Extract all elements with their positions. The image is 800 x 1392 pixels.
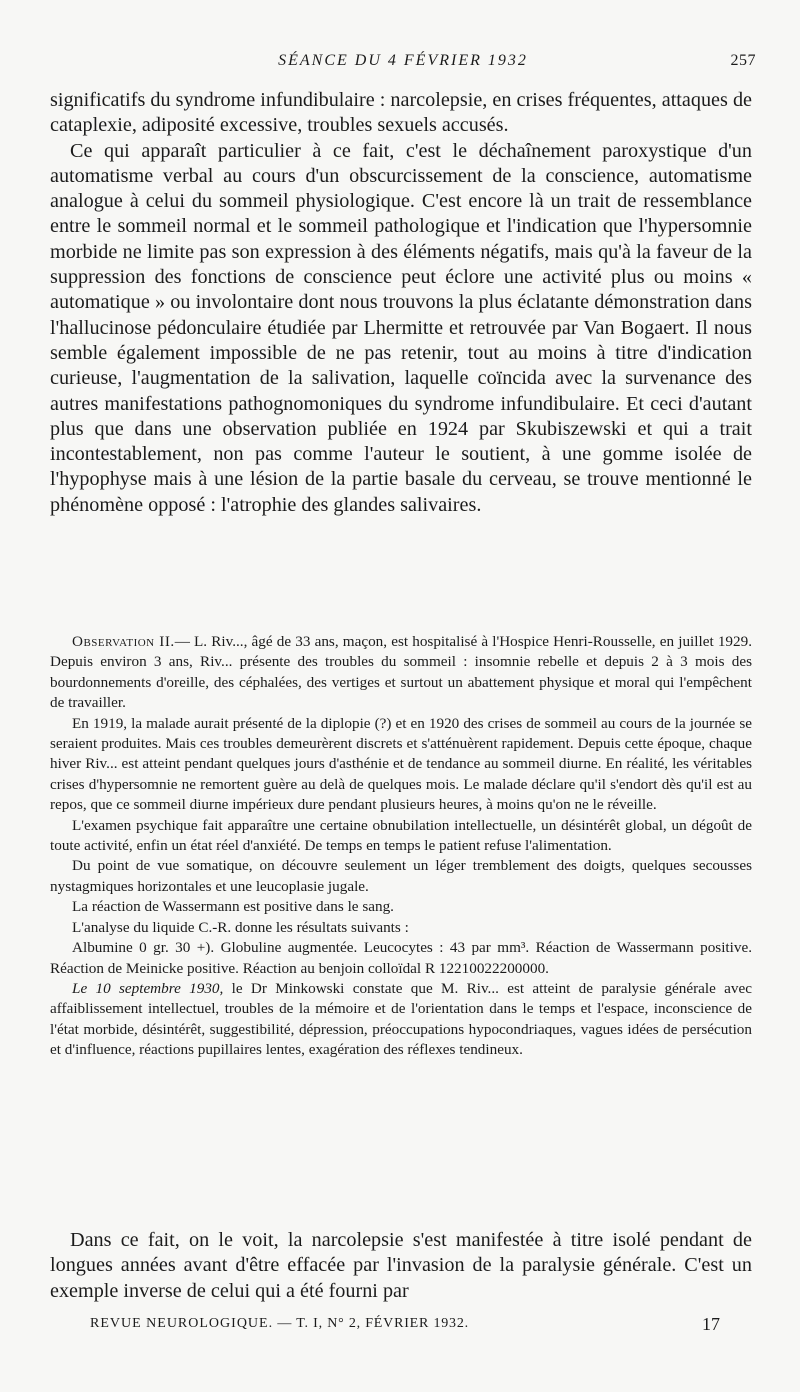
running-title: SÉANCE DU 4 FÉVRIER 1932: [278, 52, 528, 69]
observation-psychic-exam: L'examen psychique fait apparaître une certaine obnubilation intellectuelle, un désintérêt global, un dégoût de toute activité, enfin un état réel d'anxiété. De temps en temps le patient refuse l'alimentation.: [50, 816, 752, 855]
dated-note-text: le Dr Minkowski constate que M. Riv... est atteint de paralysie générale avec affaiblissement intellectuel, troubles de la mémoire et de l'orientation dans le temps et l'espace, inconscience de l'état morbide, désintérêt, suggestibilité, dépression, préoccupations hypocondriaques, vagues idées de persécution et d'influence, réactions pupillaires lentes, exagération des réflexes tendineux.: [50, 979, 752, 1059]
running-head: [50, 52, 756, 74]
dated-note-date: Le 10 septembre 1930,: [72, 979, 224, 997]
folio-number: 17: [702, 1314, 720, 1334]
paragraph-discussion: Ce qui apparaît particulier à ce fait, c'est le déchaînement paroxystique d'un automatisme verbal au cours d'un obscurcissement de la conscience, automatisme analogue à celui du sommeil physiologique. C'est encore là un trait de ressemblance entre le sommeil normal et le sommeil pathologique et l'indication que l'hypersomnie morbide ne limite pas son expression à des éléments négatifs, mais qu'à la faveur de la suppression des fonctions de conscience peut éclore une activité plus ou moins « automatique » ou involontaire dont nous trouvons la plus éclatante démonstration dans l'hallucinose pédonculaire étudiée par Lhermitte et retrouvée par Van Bogaert. Il nous semble également impossible de ne pas retenir, tout au moins à titre d'indication curieuse, l'augmentation de la salivation, laquelle coïncida avec la survenance des autres manifestations pathognomoniques du syndrome infundibulaire. Et ceci d'autant plus que dans une observation publiée en 1924 par Skubiszewski et qui a trait incontestablement, non pas comme l'auteur le soutient, à une gomme isolée de l'hypophyse mais à une lésion de la partie basale du cerveau, se trouve mentionné le phénomène opposé : l'atrophie des glandes salivaires.: [50, 139, 752, 516]
observation-somatic-exam: Du point de vue somatique, on découvre seulement un léger tremblement des doigts, quelques secousses nystagmiques horizontales et une leucoplasie jugale.: [50, 857, 752, 895]
observation-section: [50, 632, 752, 1061]
conclusion-text: [50, 1228, 752, 1304]
page-footer: [90, 1316, 720, 1340]
observation-wassermann: La réaction de Wassermann est positive dans le sang.: [72, 898, 394, 916]
observation-dated-note: [50, 979, 752, 1061]
journal-citation: [90, 1316, 469, 1332]
journal-name: REVUE NEUROLOGIQUE.: [90, 1316, 274, 1331]
observation-intro: [50, 632, 752, 714]
paragraph-continuation: significatifs du syndrome infundibulaire : narcolepsie, en crises fréquentes, attaques de cataplexie, adiposité excessive, troubles sexuels accusés.: [50, 89, 752, 137]
observation-csf-intro: L'analyse du liquide C.-R. donne les résultats suivants :: [72, 918, 409, 936]
page-number: 257: [730, 52, 756, 69]
observation-history: En 1919, la malade aurait présenté de la diplopie (?) et en 1920 des crises de sommeil au cours de la journée se seraient produites. Mais ces troubles demeurèrent discrets et s'atténuèrent rapidement. Depuis cette époque, chaque hiver Riv... est atteint pendant quelques jours d'asthénie et de tendance au sommeil diurne. En réalité, les véritables crises d'hypersomnie ne remortent guère au delà de quelques mois. Le malade déclare qu'il s'endort dès qu'il est au repos, que ce sommeil diurne impérieux dure pendant plusieurs heures, à moins qu'on ne le réveille.: [50, 714, 752, 814]
observation-csf-results: Albumine 0 gr. 30 +). Globuline augmentée. Leucocytes : 43 par mm³. Réaction de Wassermann positive. Réaction de Meinicke positive. Réaction au benjoin colloïdal R 12210022200000.: [50, 939, 752, 977]
observation-heading: Observation II.: [72, 633, 175, 650]
paragraph-conclusion: Dans ce fait, on le voit, la narcolepsie s'est manifestée à titre isolé pendant de longues années avant d'être effacée par l'invasion de la paralysie générale. C'est un exemple inverse de celui qui a été fourni par: [50, 1229, 752, 1302]
observation-intro-text: — L. Riv..., âgé de 33 ans, maçon, est hospitalisé à l'Hospice Henri-Rousselle, en juillet 1929. Depuis environ 3 ans, Riv... présente des troubles du sommeil : insomnie rebelle et depuis 2 à 3 mois des bourdonnements d'oreille, des céphalées, des vertiges et surtout un abattement physique et moral qui l'empêchent de travailler.: [50, 633, 752, 712]
journal-issue: — T. I, N° 2, FÉVRIER 1932.: [273, 1316, 469, 1331]
main-text: [50, 88, 752, 518]
